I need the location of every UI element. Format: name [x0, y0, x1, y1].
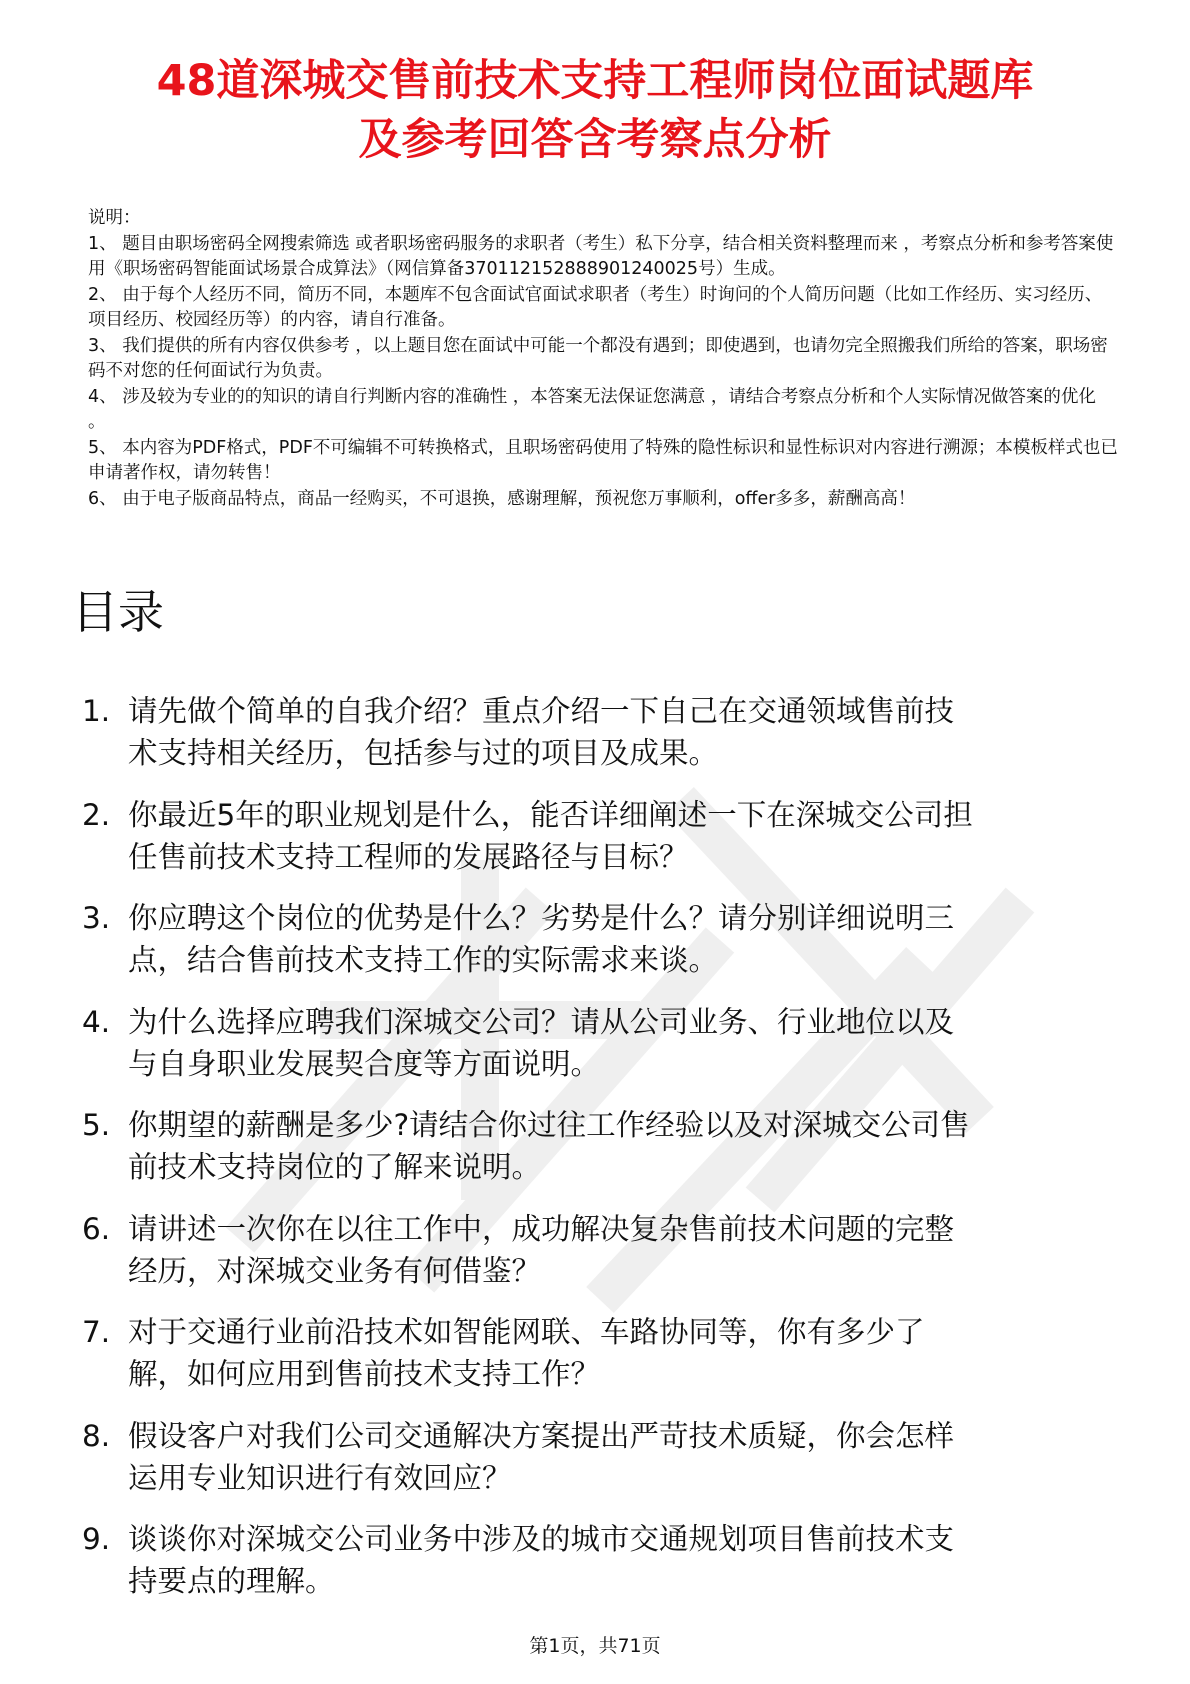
- toc-item-number: 3.: [82, 901, 111, 935]
- toc-item-text-line-1: 谈谈你对深城交公司业务中涉及的城市交通规划项目售前技术支: [128, 1522, 955, 1556]
- toc-item-number: 5.: [82, 1108, 111, 1142]
- page-number-footer: 第1页，共71页: [529, 1635, 661, 1657]
- toc-item-2: [82, 794, 1122, 878]
- notes-section: [88, 206, 1118, 512]
- toc-item-text-line-1: 为什么选择应聘我们深城交公司？请从公司业务、行业地位以及: [128, 1004, 955, 1039]
- note-item-3: 3、 我们提供的所有内容仅供参考 ，以上题目您在面试中可能一个都没有遇到；即使遇到，也请勿完全照搬我们所给的答案，职场密码不对您的任何面试行为负责。: [88, 335, 1108, 381]
- toc-item-1: [82, 690, 1122, 774]
- toc-item-number: 7.: [82, 1315, 111, 1349]
- toc-heading: 目录: [72, 585, 164, 639]
- toc-item-6: [82, 1208, 1122, 1292]
- toc-item-text-line-1: 假设客户对我们公司交通解决方案提出严苛技术质疑，你会怎样: [128, 1418, 955, 1453]
- toc-item-number: 9.: [82, 1522, 111, 1556]
- note-item-5: 5、 本内容为PDF格式，PDF不可编辑不可转换格式，且职场密码使用了特殊的隐性标识和显性标识对内容进行溯源；本模板样式也已申请著作权，请勿转售！: [88, 437, 1118, 483]
- toc-list: [82, 690, 1122, 1622]
- toc-item-8: [82, 1415, 1122, 1499]
- toc-item-text-line-2: 术支持相关经历，包括参与过的项目及成果。: [128, 736, 719, 770]
- toc-item-text-line-2: 运用专业知识进行有效回应？: [128, 1460, 512, 1495]
- toc-item-number: 6.: [82, 1211, 111, 1246]
- toc-item-7: [82, 1311, 1122, 1395]
- note-item-2: 2、 由于每个人经历不同，简历不同，本题库不包含面试官面试求职者（考生）时询问的个人简历问题（比如工作经历、实习经历、项目经历、校园经历等）的内容，请自行准备。: [88, 284, 1103, 330]
- toc-item-5: [82, 1104, 1122, 1188]
- note-item-6: 6、 由于电子版商品特点，商品一经购买，不可退换，感谢理解，预祝您万事顺利，offer多多，薪酬高高！: [88, 488, 916, 509]
- toc-item-text-line-2: 解，如何应用到售前技术支持工作？: [128, 1357, 601, 1391]
- note-item-4: 4、 涉及较为专业的的知识的请自行判断内容的准确性 ，本答案无法保证您满意 ，请结合考察点分析和个人实际情况做答案的优化 。: [88, 386, 1096, 432]
- note-item-1: 1、 题目由职场密码全网搜索筛选 或者职场密码服务的求职者（考生）私下分享，结合相关资料整理而来 ，考察点分析和参考答案使用《职场密码智能面试场景合成算法》（网信算备370112152888901240025号）生成。: [88, 233, 1114, 279]
- toc-item-number: 4.: [82, 1004, 111, 1039]
- toc-item-text-line-1: 你应聘这个岗位的优势是什么？劣势是什么？请分别详细说明三: [128, 901, 955, 935]
- toc-item-3: [82, 897, 1122, 981]
- title-line-2: 及参考回答含考察点分析: [358, 115, 832, 165]
- toc-item-text-line-2: 持要点的理解。: [128, 1564, 335, 1598]
- toc-item-text-line-1: 请讲述一次你在以往工作中，成功解决复杂售前技术问题的完整: [128, 1211, 955, 1246]
- toc-item-text-line-1: 你最近5年的职业规划是什么，能否详细阐述一下在深城交公司担: [128, 797, 973, 832]
- toc-item-text-line-2: 经历，对深城交业务有何借鉴？: [128, 1253, 542, 1288]
- toc-item-number: 2.: [82, 797, 111, 832]
- notes-heading: 说明：: [88, 208, 141, 228]
- toc-item-text-line-1: 你期望的薪酬是多少?请结合你过往工作经验以及对深城交公司售: [128, 1108, 970, 1142]
- title-line-1: 48道深城交售前技术支持工程师岗位面试题库: [156, 56, 1034, 106]
- toc-item-number: 8.: [82, 1418, 111, 1453]
- toc-item-text-line-2: 与自身职业发展契合度等方面说明。: [128, 1046, 601, 1081]
- document-title: [0, 52, 1190, 170]
- toc-item-9: [82, 1518, 1122, 1602]
- toc-item-text-line-1: 请先做个简单的自我介绍？重点介绍一下自己在交通领域售前技: [128, 694, 955, 728]
- toc-item-text-line-1: 对于交通行业前沿技术如智能网联、车路协同等，你有多少了: [128, 1315, 925, 1349]
- toc-item-4: [82, 1001, 1122, 1085]
- toc-item-number: 1.: [82, 694, 111, 728]
- toc-item-text-line-2: 任售前技术支持工程师的发展路径与目标？: [128, 839, 689, 874]
- toc-item-text-line-2: 点，结合售前技术支持工作的实际需求来谈。: [128, 943, 719, 977]
- toc-item-text-line-2: 前技术支持岗位的了解来说明。: [128, 1150, 542, 1184]
